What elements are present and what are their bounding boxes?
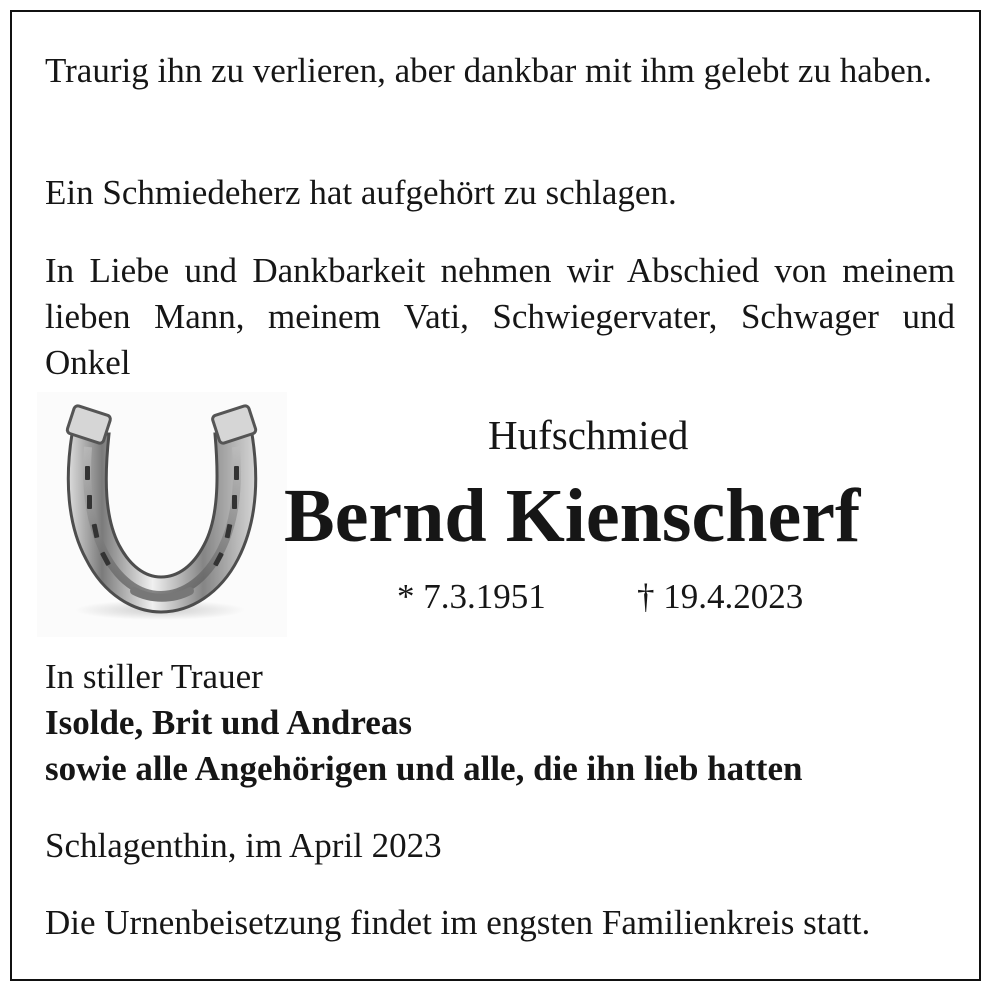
occupation-label: Hufschmied xyxy=(488,412,689,458)
intro-sentence: Traurig ihn zu verlieren, aber dankbar mit ihm gelebt zu haben. xyxy=(45,51,933,90)
mourning-label: In stiller Trauer xyxy=(45,657,263,696)
smith-heart-line: Ein Schmiedeherz hat aufgehört zu schlagen. xyxy=(45,173,677,212)
burial-notice: Die Urnenbeisetzung findet im engsten Familienkreis statt. xyxy=(45,903,871,942)
farewell-paragraph: In Liebe und Dankbarkeit nehmen wir Abschied von meinem lieben Mann, meinem Vati, Schwiegervater, Schwager und Onkel xyxy=(45,251,955,382)
family-names: Isolde, Brit und Andreas xyxy=(45,703,412,742)
place-date: Schlagenthin, im April 2023 xyxy=(45,826,442,865)
deceased-name: Bernd Kienscherf xyxy=(284,474,861,558)
relatives-line: sowie alle Angehörigen und alle, die ihn lieb hatten xyxy=(45,749,803,788)
birth-date: * 7.3.1951 xyxy=(397,577,546,616)
horseshoe-icon xyxy=(37,392,287,637)
death-date: † 19.4.2023 xyxy=(637,577,804,616)
horseshoe-drawing xyxy=(37,392,287,637)
